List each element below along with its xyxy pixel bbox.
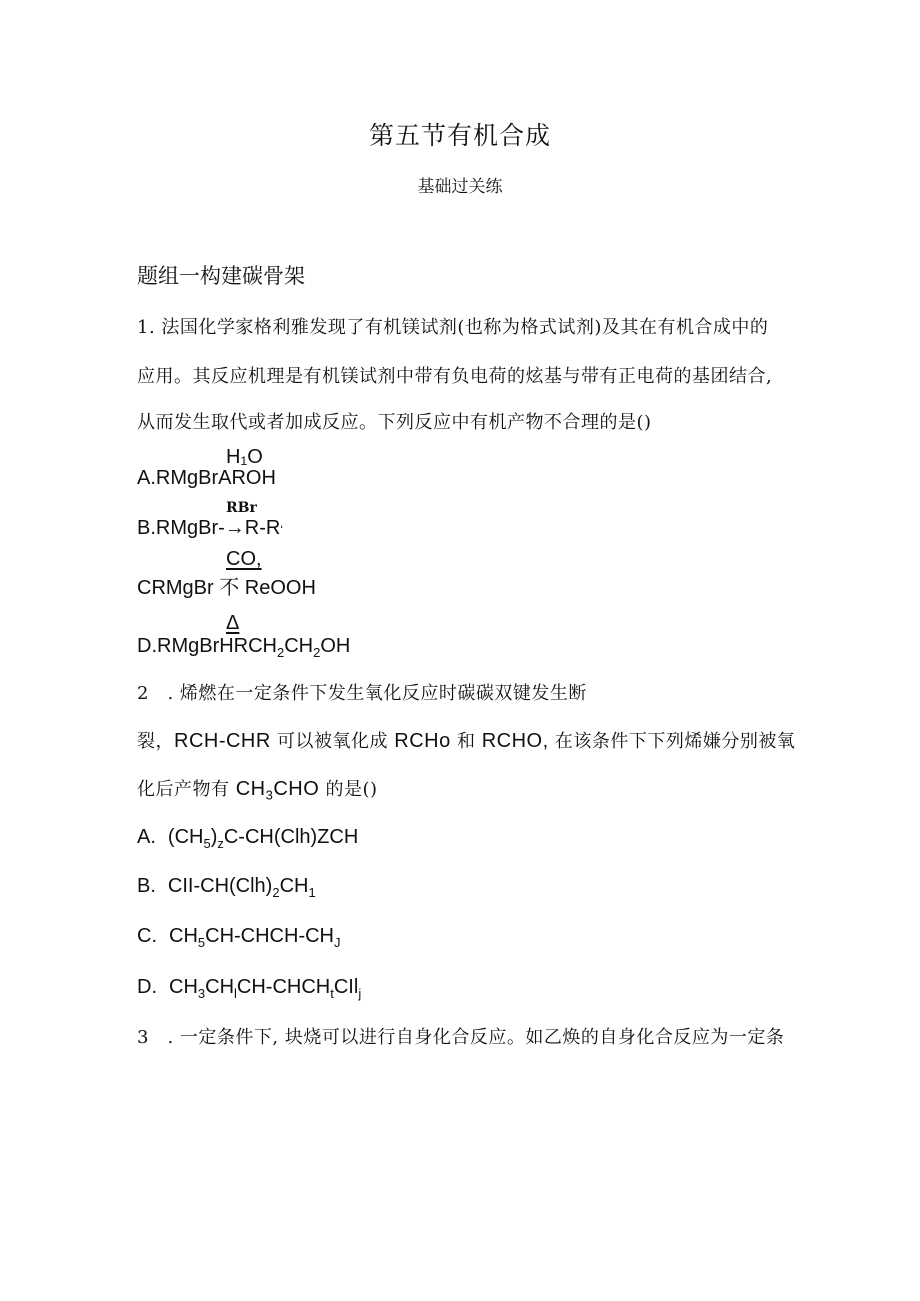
q2-line-1: 2 . 烯燃在一定条件下发生氧化反应时碳碳双键发生断: [137, 683, 587, 704]
subscript: z: [217, 836, 224, 851]
q2-text: 化后产物有: [137, 779, 236, 800]
option-label: D.: [137, 976, 157, 998]
q1-option-d: [137, 635, 350, 660]
option-label: C.: [137, 925, 157, 947]
subscript: 3: [197, 986, 206, 1001]
subscript: 3: [265, 787, 274, 803]
q1-option-a: A.RMgBrAROH: [137, 467, 276, 489]
q2-text: 和: [450, 731, 482, 752]
q1-option-d-part: OH: [320, 635, 351, 657]
q2-option-d: [137, 976, 361, 1001]
subscript: J: [334, 935, 341, 950]
q1-option-c: CRMgBr 不 ReOOH: [137, 577, 316, 599]
q2-option-b: [137, 875, 316, 900]
section-heading: 题组一构建碳骨架: [137, 264, 305, 288]
formula-part: CIl: [333, 976, 359, 998]
q1-option-b-mark: ʻ: [280, 523, 284, 537]
q2-text: 可以被氧化成: [270, 731, 395, 752]
q1-option-b-reagent: RBr: [226, 500, 257, 516]
q2-text: 在该条件下下列烯嫌分别被氧: [548, 731, 796, 752]
q2-formula: CH: [235, 778, 266, 800]
q2-text: 的是(): [319, 779, 378, 800]
formula-part: CH: [279, 875, 309, 897]
formula-part: CH: [169, 976, 198, 998]
formula-part: C-CH(Clh)ZCH: [223, 826, 359, 848]
formula-part: CH: [205, 976, 235, 998]
q1-option-d-part: D.RMgBrHRCH: [137, 635, 277, 657]
subscript: t: [330, 986, 334, 1001]
q1-line-1: 1. 法国化学家格利雅发现了有机镁试剂(也称为格式试剂)及其在有机合成中的: [137, 317, 769, 338]
subscript: l: [234, 986, 237, 1001]
q2-formula: CHO: [273, 778, 320, 800]
q2-formula: RCHO,: [481, 730, 549, 752]
formula-part: CH-CHCH-CH: [205, 925, 334, 947]
subscript: j: [358, 986, 362, 1001]
q2-line-2: [137, 727, 795, 753]
page-subtitle: 基础过关练: [417, 177, 503, 197]
option-label: B.: [137, 875, 156, 897]
subscript: 5: [203, 836, 211, 851]
q1-line-3: 从而发生取代或者加成反应。下列反应中有机产物不合理的是(): [137, 412, 652, 433]
q1-option-d-condition: Δ: [226, 612, 240, 634]
formula-part: CII-CH(Clh): [167, 875, 273, 897]
option-label: A.: [137, 826, 156, 848]
subscript: 2: [272, 885, 280, 900]
q1-option-c-reagent: CO,: [226, 548, 262, 570]
page-title: 第五节有机合成: [368, 121, 551, 150]
q2-line-3: [137, 775, 378, 803]
reaction-arrow-icon: →: [224, 517, 245, 539]
subscript: 2: [313, 645, 321, 660]
formula-part: ): [210, 826, 218, 848]
q1-option-a-reagent: H₁O: [226, 446, 263, 468]
subscript: 2: [277, 645, 285, 660]
q3-line-1: 3 . 一定条件下, 块烧可以进行自身化合反应。如乙焕的自身化合反应为一定条: [137, 1027, 785, 1048]
subscript: 1: [308, 885, 316, 900]
q2-formula: RCHo: [394, 730, 451, 752]
q2-option-a: [137, 826, 358, 851]
q2-text: 裂，: [137, 731, 174, 752]
subscript: 5: [197, 935, 206, 950]
q1-option-b-reactant: B.RMgBr-: [137, 517, 225, 539]
q1-option-b-product: R-R: [244, 517, 281, 539]
q1-option-b: [137, 517, 283, 540]
formula-part: (CH: [167, 826, 204, 848]
formula-part: CH-CHCH: [236, 976, 331, 998]
q1-line-2: 应用。其反应机理是有机镁试剂中带有负电荷的炫基与带有正电荷的基团结合,: [137, 366, 773, 387]
formula-part: CH: [169, 925, 198, 947]
q1-option-d-part: CH: [284, 635, 314, 657]
q2-formula: RCH-CHR: [174, 730, 271, 752]
q2-option-c: [137, 925, 341, 950]
